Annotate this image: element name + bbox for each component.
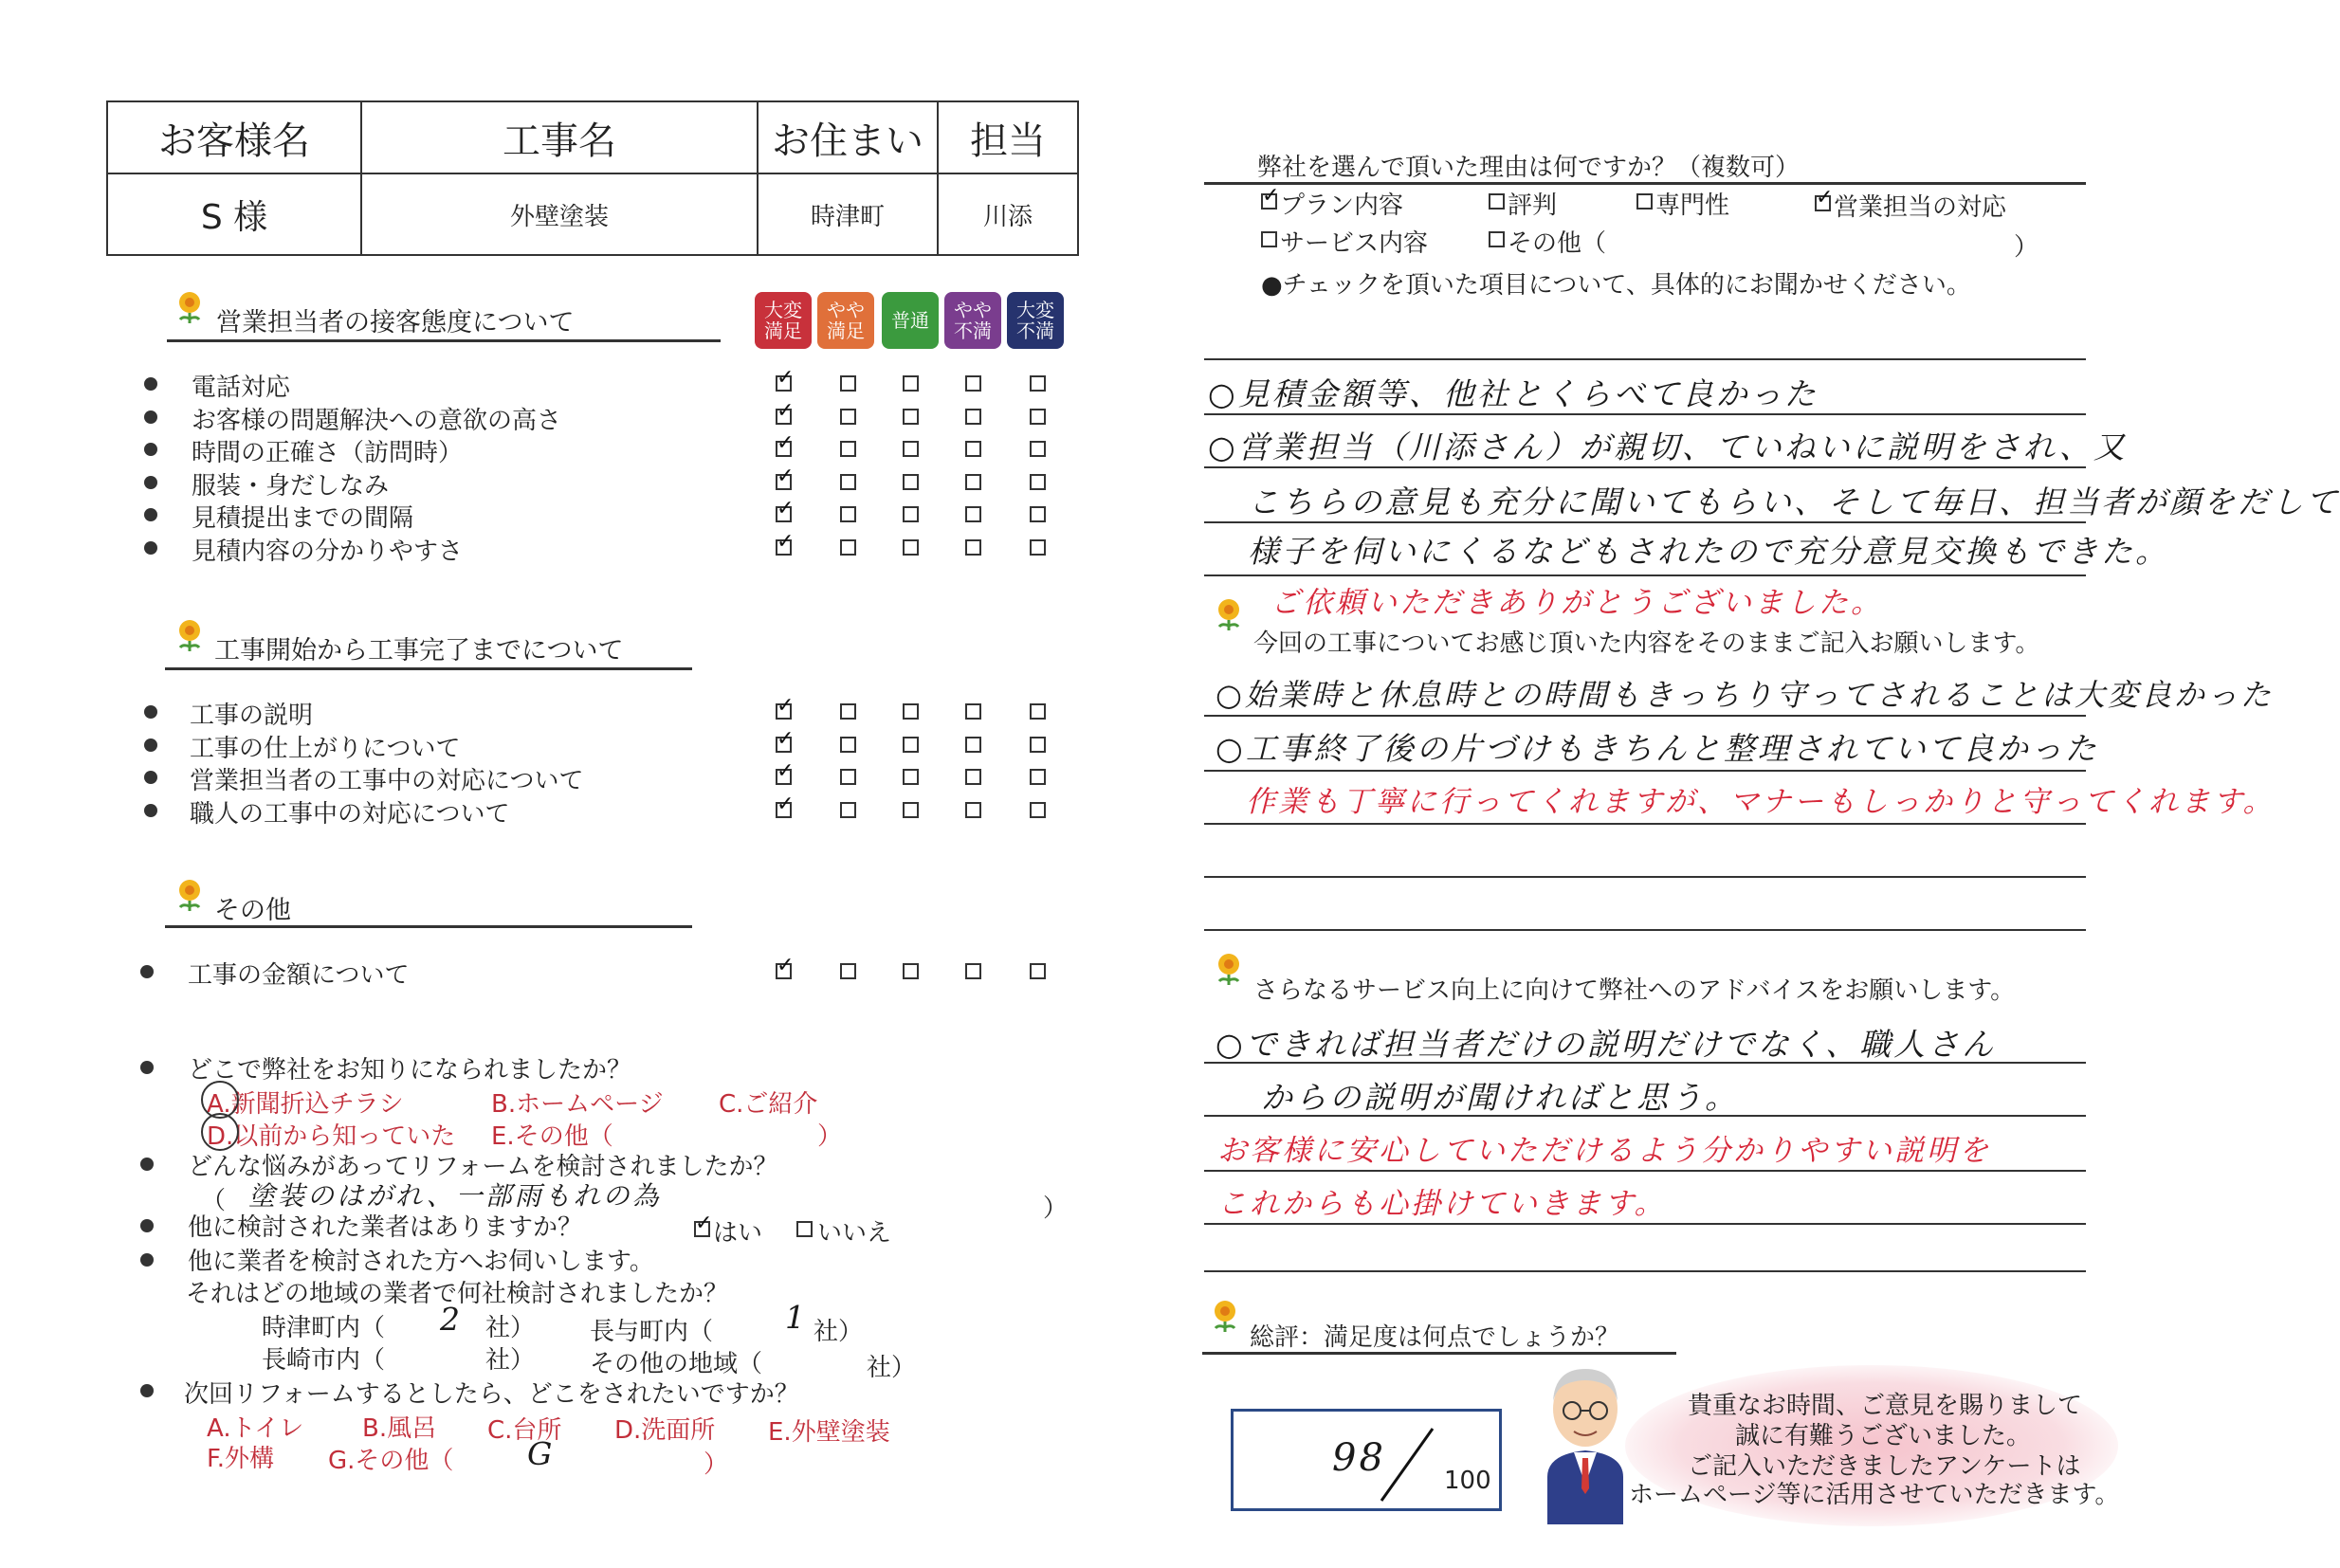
flower-icon <box>174 878 205 912</box>
advice-reply2: これからも心掛けていきます。 <box>1217 1187 1667 1221</box>
rule <box>1204 823 2086 825</box>
rating-badge: 大変 満足 <box>755 292 812 349</box>
q-where-d: D.以前から知っていた <box>207 1122 456 1151</box>
rating-checkbox[interactable] <box>965 703 981 720</box>
plan-checkbox[interactable] <box>1261 193 1277 210</box>
rating-checkbox[interactable] <box>840 769 856 785</box>
bullet <box>144 771 157 784</box>
q-other-yes: はい <box>713 1219 763 1248</box>
rating-checkbox[interactable] <box>776 769 792 785</box>
q-other: 他に検討された業者はありますか？ <box>188 1213 583 1242</box>
rating-checkbox[interactable] <box>776 375 792 392</box>
thanks-line1: 貴重なお時間、ご意見を賜りまして <box>1688 1392 2083 1420</box>
section1-title: 営業担当者の接客態度について <box>216 308 575 337</box>
rating-checkbox[interactable] <box>965 802 981 818</box>
impression-answer2: ○工事終了後の片づけもきちんと整理されていて良かった <box>1216 730 2099 767</box>
slash-mark <box>1376 1425 1442 1504</box>
advice-answer2: からの説明が聞ければと思う。 <box>1261 1079 1739 1116</box>
rating-checkbox[interactable] <box>840 539 856 556</box>
rule <box>1204 929 2086 931</box>
nagasaki-label: 長崎市内（ <box>262 1346 386 1375</box>
sales-checkbox[interactable] <box>1815 195 1831 211</box>
reason-other-close: ） <box>2014 233 2039 262</box>
section2-title: 工事開始から工事完了までについて <box>214 636 624 665</box>
reason-service: サービス内容 <box>1280 229 1429 258</box>
section2-underline <box>165 667 692 670</box>
advice-title: さらなるサービス向上に向けて弊社へのアドバイスをお願いします。 <box>1253 976 2016 1005</box>
col-customer-label: お客様名 <box>158 119 310 163</box>
reason-underline <box>1204 182 2086 185</box>
reason-expertise: 専門性 <box>1655 191 1730 220</box>
rating-checkbox[interactable] <box>903 963 919 979</box>
rating-checkbox[interactable] <box>776 737 792 753</box>
survey-item-label: 時間の正確さ（訪問時） <box>192 439 464 467</box>
reason-answer4: 様子を伺いにくるなどもされたので充分意見交換もできた。 <box>1248 533 2169 570</box>
rule <box>1204 1170 2086 1172</box>
rating-badge: 普通 <box>882 292 939 349</box>
score-box <box>1231 1409 1502 1511</box>
rating-checkbox[interactable] <box>903 375 919 392</box>
section3-title: その他 <box>214 896 291 925</box>
rating-checkbox[interactable] <box>1030 737 1046 753</box>
nagasaki-sha: 社） <box>485 1346 536 1375</box>
q-next-e: E.外壁塗装 <box>768 1418 890 1447</box>
reputation-checkbox[interactable] <box>1489 193 1505 210</box>
rating-checkbox[interactable] <box>776 474 792 490</box>
bullet <box>144 738 157 752</box>
bullet <box>140 965 154 978</box>
bullet <box>140 1384 154 1397</box>
score-underline <box>1202 1352 1676 1355</box>
thanks-line2: 誠に有難うございました。 <box>1735 1422 2032 1450</box>
rating-badge: やや 不満 <box>944 292 1001 349</box>
rating-checkbox[interactable] <box>965 737 981 753</box>
col-staff-label: 担当 <box>970 119 1046 163</box>
rating-checkbox[interactable] <box>903 506 919 522</box>
staff-value: 川添 <box>982 202 1033 231</box>
survey-item-label: 工事の仕上がりについて <box>190 734 461 763</box>
q-region-line1: 他に業者を検討された方へお伺いします。 <box>188 1248 654 1276</box>
q-next-c: C.台所 <box>487 1416 562 1445</box>
reason-answer3: こちらの意見も充分に聞いてもらい、そして毎日、担当者が顔をだして <box>1248 483 2340 520</box>
service-checkbox[interactable] <box>1261 231 1277 247</box>
rating-checkbox[interactable] <box>840 474 856 490</box>
nagayo-sha: 社） <box>814 1318 864 1346</box>
rating-checkbox[interactable] <box>1030 506 1046 522</box>
rating-checkbox[interactable] <box>903 539 919 556</box>
rule <box>1204 1270 2086 1272</box>
rating-checkbox[interactable] <box>965 769 981 785</box>
rule <box>1204 358 2086 360</box>
thanks-line4: ホームページ等に活用させていただきます。 <box>1629 1481 2120 1509</box>
rating-checkbox[interactable] <box>1030 375 1046 392</box>
bullet <box>140 1061 154 1074</box>
rating-checkbox[interactable] <box>840 703 856 720</box>
rating-checkbox[interactable] <box>903 441 919 457</box>
nagayo-count: 1 <box>785 1299 808 1336</box>
rating-checkbox[interactable] <box>840 409 856 425</box>
rating-checkbox[interactable] <box>903 737 919 753</box>
q-trouble: どんな悩みがあってリフォームを検討されましたか？ <box>188 1153 778 1181</box>
rating-checkbox[interactable] <box>903 769 919 785</box>
score-title: 総評：満足度は何点でしょうか？ <box>1250 1323 1620 1352</box>
impression-answer1: ○始業時と休息時との時間もきっちり守ってされることは大変良かった <box>1216 677 2274 713</box>
yes-checkbox[interactable] <box>694 1221 710 1237</box>
togitsu-label: 時津町内（ <box>262 1314 386 1342</box>
reason-reply: ご依頼いただきありがとうございました。 <box>1271 586 1883 620</box>
rule <box>1204 876 2086 878</box>
other-area-label: その他の地域（ <box>590 1350 763 1378</box>
survey-item-label: 見積提出までの間隔 <box>192 504 414 533</box>
flower-icon <box>1214 597 1244 631</box>
bullet <box>144 541 157 555</box>
q-next-g-answer: G <box>527 1435 556 1472</box>
rating-checkbox[interactable] <box>776 409 792 425</box>
rating-checkbox[interactable] <box>1030 963 1046 979</box>
rating-checkbox[interactable] <box>1030 539 1046 556</box>
bullet <box>140 1219 154 1232</box>
q-next-b: B.風呂 <box>362 1414 437 1443</box>
rating-badge: 大変 不満 <box>1007 292 1064 349</box>
reason-answer2: ○営業担当（川添さん）が親切、ていねいに説明をされ、又 <box>1208 428 2128 465</box>
thanks-line3: ご記入いただきましたアンケートは <box>1688 1452 2081 1481</box>
survey-item-label: 工事の金額について <box>188 961 410 990</box>
rating-checkbox[interactable] <box>903 703 919 720</box>
survey-item-label: 見積内容の分かりやすさ <box>192 537 464 566</box>
q-next-d: D.洗面所 <box>614 1416 716 1445</box>
reason-title: 弊社を選んで頂いた理由は何ですか？（複数可） <box>1257 154 1801 182</box>
rating-checkbox[interactable] <box>1030 703 1046 720</box>
bullet <box>144 476 157 489</box>
q-next-f: F.外構 <box>207 1445 275 1473</box>
survey-item-label: 工事の説明 <box>190 702 314 730</box>
other-checkbox[interactable] <box>1489 231 1505 247</box>
rating-checkbox[interactable] <box>1030 769 1046 785</box>
expertise-checkbox[interactable] <box>1636 193 1653 210</box>
rating-checkbox[interactable] <box>840 802 856 818</box>
q-where-b: B.ホームページ <box>491 1090 664 1119</box>
survey-item-label: 電話対応 <box>192 374 291 402</box>
bullet <box>144 705 157 719</box>
no-checkbox[interactable] <box>796 1221 813 1237</box>
rating-checkbox[interactable] <box>840 737 856 753</box>
rating-checkbox[interactable] <box>840 506 856 522</box>
rating-checkbox[interactable] <box>1030 802 1046 818</box>
rating-checkbox[interactable] <box>776 963 792 979</box>
rating-checkbox[interactable] <box>840 441 856 457</box>
rating-checkbox[interactable] <box>1030 409 1046 425</box>
q-next-a: A.トイレ <box>207 1414 304 1443</box>
col-address-label: お住まい <box>772 119 923 163</box>
address-value: 時津町 <box>810 202 885 231</box>
section3-underline <box>165 925 692 928</box>
bullet <box>140 1158 154 1171</box>
survey-item-label: 職人の工事中の対応について <box>190 799 510 829</box>
rating-checkbox[interactable] <box>776 539 792 556</box>
q-next-g: G.その他（ <box>328 1447 454 1475</box>
survey-item-label: お客様の問題解決への意欲の高さ <box>192 406 562 435</box>
rating-checkbox[interactable] <box>965 506 981 522</box>
survey-item-label: 営業担当者の工事中の対応について <box>190 767 584 795</box>
q-where: どこで弊社をお知りになられましたか？ <box>188 1056 632 1085</box>
rating-checkbox[interactable] <box>903 474 919 490</box>
q-where-e-close: ） <box>817 1122 843 1151</box>
togitsu-sha: 社） <box>485 1314 536 1342</box>
other-area-sha: 社） <box>867 1354 917 1382</box>
reason-sales: 営業担当の対応 <box>1834 193 2007 222</box>
q-trouble-close: ） <box>1043 1194 1069 1223</box>
rating-checkbox[interactable] <box>840 963 856 979</box>
rule <box>1204 1223 2086 1225</box>
bullet <box>144 508 157 521</box>
flower-icon <box>174 618 205 652</box>
rating-checkbox[interactable] <box>840 375 856 392</box>
rating-checkbox[interactable] <box>965 474 981 490</box>
rule <box>1204 770 2086 772</box>
rating-checkbox[interactable] <box>776 802 792 818</box>
rating-checkbox[interactable] <box>776 703 792 720</box>
flower-icon <box>1210 1299 1240 1333</box>
q-where-c: C.ご紹介 <box>719 1090 818 1119</box>
work-name: 外壁塗装 <box>509 202 609 231</box>
rating-checkbox[interactable] <box>965 441 981 457</box>
q-where-a: A.新聞折込チラシ <box>207 1090 404 1119</box>
selected-circle <box>201 1113 239 1151</box>
section1-underline <box>167 339 721 342</box>
togitsu-count: 2 <box>440 1301 463 1338</box>
rule <box>1204 715 2086 717</box>
q-next: 次回リフォームするとしたら、どこをされたいですか？ <box>184 1380 799 1409</box>
flower-icon <box>174 290 205 324</box>
rating-checkbox[interactable] <box>965 409 981 425</box>
rating-checkbox[interactable] <box>776 506 792 522</box>
rating-checkbox[interactable] <box>965 375 981 392</box>
impression-title: 今回の工事についてお感じ頂いた内容をそのままご記入お願いします。 <box>1253 629 2040 658</box>
q-next-g-close: ） <box>704 1450 729 1479</box>
survey-item-label: 服装・身だしなみ <box>192 471 390 501</box>
nagayo-label: 長与町内（ <box>590 1318 714 1346</box>
flower-icon <box>1214 952 1244 986</box>
rating-checkbox[interactable] <box>903 802 919 818</box>
advice-answer1: ○できれば担当者だけの説明だけでなく、職人さん <box>1216 1026 1997 1063</box>
q-trouble-open: （ <box>201 1187 227 1215</box>
customer-name: S 様 <box>200 197 268 237</box>
q-region-line2: それはどの地域の業者で何社検討されましたか？ <box>186 1280 729 1308</box>
bullet <box>144 377 157 391</box>
q-where-e: E.その他（ <box>491 1122 613 1151</box>
col-work-label: 工事名 <box>503 119 616 163</box>
q-trouble-answer: 塗装のはがれ、一部雨もれの為 <box>248 1180 662 1212</box>
rating-checkbox[interactable] <box>903 409 919 425</box>
reason-plan: プラン内容 <box>1280 191 1404 220</box>
rating-checkbox[interactable] <box>1030 441 1046 457</box>
rule <box>1204 574 2086 576</box>
reason-ask: ●チェックを頂いた項目について、具体的にお聞かせください。 <box>1261 271 1971 300</box>
customer-info-table <box>106 100 1079 256</box>
q-other-no: いいえ <box>817 1219 892 1248</box>
rating-checkbox[interactable] <box>776 441 792 457</box>
score-value: 98 <box>1332 1436 1386 1480</box>
rating-checkbox[interactable] <box>965 539 981 556</box>
reason-answer1: ○見積金額等、他社とくらべて良かった <box>1208 375 1819 412</box>
reason-reputation: 評判 <box>1508 191 1558 220</box>
rating-badge: やや 満足 <box>817 292 874 349</box>
bullet <box>144 443 157 456</box>
score-max: 100 <box>1444 1467 1491 1495</box>
rating-checkbox[interactable] <box>1030 474 1046 490</box>
bullet <box>144 804 157 817</box>
advice-reply1: お客様に安心していただけるよう分かりやすい説明を <box>1217 1134 1991 1168</box>
bullet <box>144 410 157 424</box>
rating-checkbox[interactable] <box>965 963 981 979</box>
impression-reply: 作業も丁寧に行ってくれますが、マナーもしっかりと守ってくれます。 <box>1246 785 2276 819</box>
bullet <box>140 1253 154 1267</box>
reason-other: その他（ <box>1508 229 1607 258</box>
